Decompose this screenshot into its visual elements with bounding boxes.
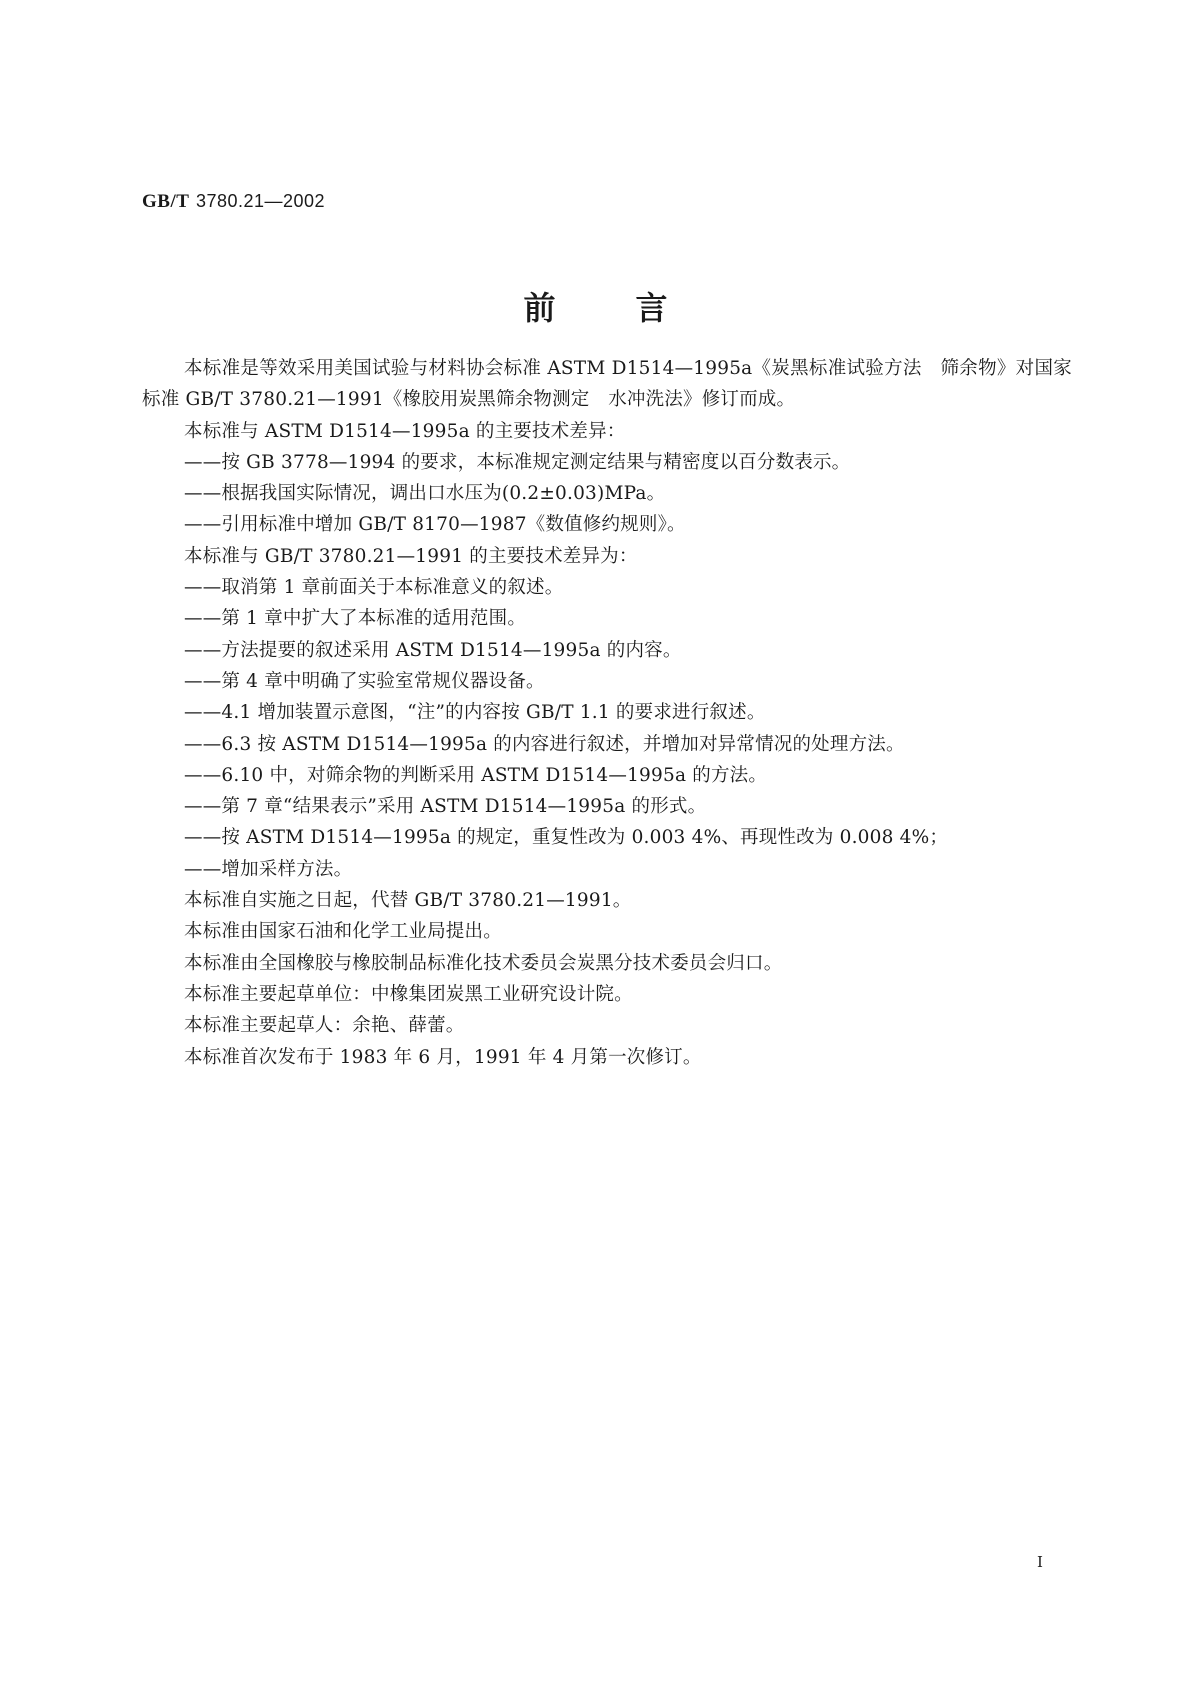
paragraph: 本标准主要起草单位：中橡集团炭黑工业研究设计院。 — [184, 983, 633, 1005]
list-item: ——按 ASTM D1514—1995a 的规定，重复性改为 0.003 4%、再现性改为 0.008 4%； — [184, 827, 949, 849]
list-item: ——第 1 章中扩大了本标准的适用范围。 — [184, 608, 527, 630]
list-item: ——第 7 章“结果表示”采用 ASTM D1514—1995a 的形式。 — [184, 796, 707, 818]
paragraph: 本标准与 ASTM D1514—1995a 的主要技术差异： — [184, 420, 626, 442]
page-number: I — [1037, 1553, 1043, 1571]
foreword-body — [142, 353, 1072, 1073]
list-item: ——第 4 章中明确了实验室常规仪器设备。 — [184, 670, 545, 692]
list-item: ——6.10 中，对筛余物的判断采用 ASTM D1514—1995a 的方法。 — [184, 764, 768, 786]
list-item: ——根据我国实际情况，调出口水压为(0.2±0.03)MPa。 — [184, 483, 666, 505]
paragraph: 本标准主要起草人：余艳、薛蕾。 — [184, 1015, 465, 1037]
list-item: ——6.3 按 ASTM D1514—1995a 的内容进行叙述，并增加对异常情况的处理方法。 — [184, 733, 905, 755]
standard-prefix: GB/T — [142, 191, 190, 212]
standard-code-header — [142, 190, 325, 213]
list-item: ——取消第 1 章前面关于本标准意义的叙述。 — [184, 577, 564, 599]
list-item: ——按 GB 3778—1994 的要求，本标准规定测定结果与精密度以百分数表示。 — [184, 451, 851, 473]
list-item: ——4.1 增加装置示意图，“注”的内容按 GB/T 1.1 的要求进行叙述。 — [184, 702, 766, 724]
page-title: 前言 — [523, 289, 748, 327]
paragraph: 本标准首次发布于 1983 年 6 月，1991 年 4 月第一次修订。 — [184, 1046, 702, 1068]
list-item: ——增加采样方法。 — [184, 858, 353, 880]
paragraph: 本标准由国家石油和化学工业局提出。 — [184, 921, 502, 943]
list-item: ——方法提要的叙述采用 ASTM D1514—1995a 的内容。 — [184, 639, 682, 661]
standard-number: 3780.21—2002 — [195, 191, 326, 211]
paragraph: 本标准是等效采用美国试验与材料协会标准 ASTM D1514—1995a《炭黑标准试验方法 筛余物》对国家标准 GB/T 3780.21—1991《橡胶用炭黑筛余物测定 水冲洗法》修订而成。 — [142, 358, 1072, 411]
paragraph: 本标准与 GB/T 3780.21—1991 的主要技术差异为： — [184, 545, 638, 567]
paragraph: 本标准自实施之日起，代替 GB/T 3780.21—1991。 — [184, 890, 632, 912]
list-item: ——引用标准中增加 GB/T 8170—1987《数值修约规则》。 — [184, 514, 686, 536]
paragraph: 本标准由全国橡胶与橡胶制品标准化技术委员会炭黑分技术委员会归口。 — [184, 952, 783, 974]
